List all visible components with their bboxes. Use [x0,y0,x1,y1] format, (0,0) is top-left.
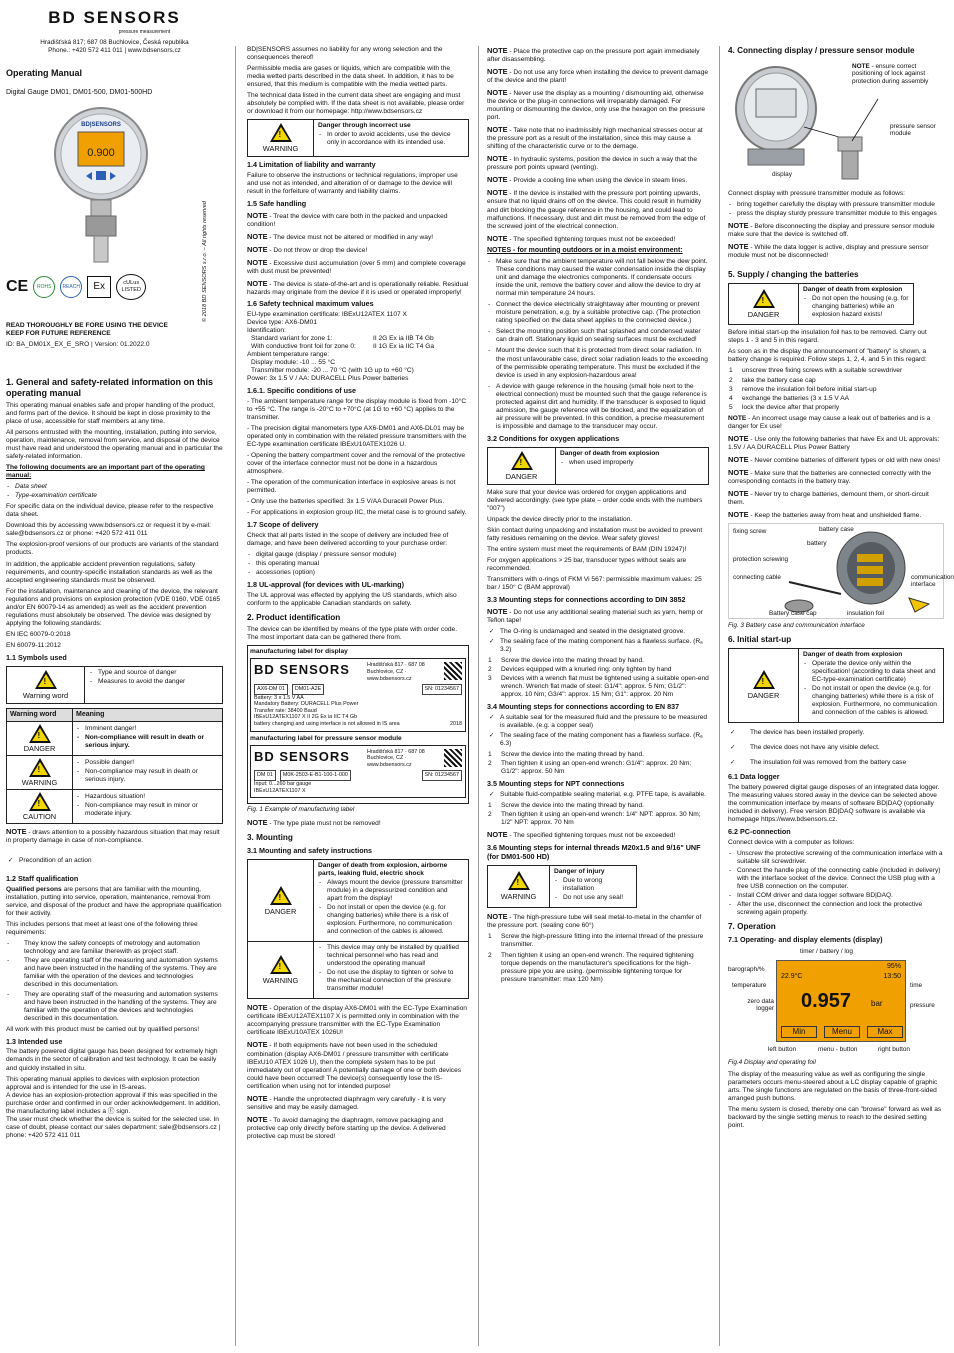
device-photo-svg [46,102,156,270]
standard: EN 60079-11:2012 [6,641,61,649]
column-2: BD|SENSORS assumes no liability for any wrong selection and the consequences thereof! Permissible media are gases or liquids, which are compatible with the media wetted parts described in the data sheet. In addition, it has to be ensured, that this medium is compatible with the media wetted parts. The technical data listed in the current data sheet are engaging and must absolutely be complied with. If the data sheet is not available, please order or download it from our homepage: http://www.bdsensors.cz ! WARNING Danger through incorrect use - In order to avoid accidents, use the device only in accordance with its intended use. 1.4 Limitation of liability and warranty Failure to observe the instructions or technical regulations, improper use and use not as intended, and alteration of or damage to the device will result in the forfeiture of warranty and liability claims. 1.5 Safe handling NOTE - Treat the device with care both in the packed and unpacked condition! NOTE - The device must not be altered or modified in any way! NOTE - Do not throw or drop the device! NOTE - Excessive dust accumulation (over 5 mm) and complete coverage with dust must be prevented! NOTE - The device is state-of-the-art and is operationally reliable. Residual hazards may originate from the device if it is used or operated improperly! 1.6 Safety technical maximum values EU-type examination certificate: IBExU12ATEX 1107 X Device type: AX6-DM01 Identification: Standard variant for zone 1: II 2G Ex ia IIB T4 Gb With conductive front foil for zone 0: II 1G Ex ia IIC T4 Ga Ambient temperature range: Display module: -10 ... 55 °C Transmitter module: -20 ... 70 °C (with 1G up to +60 °C) Power: 3x 1.5 V / AA: DURACELL Plus Power batteries 1.6.1. Specific conditions of use - The ambient temperature range for the display module is fixed from -10°C to +55 °C. The range is -20°C to +70°C (at 1G to +60 °C) applies to the transmitter. - The precision digital manometers type AX6-DM01 and AX6-DL01 may be operated only in combination with the related pressure transmitters with the EC-type examination certificate IBExU10ATEX1026 U. - Opening the battery compartment cover and the removal of the protective cover of the interface connector must not be done in a hazardous atmosphere. - The operation of the communication interface in explosive areas is not permitted. - Only use the batteries specified: 3x 1.5 V/AA Duracell Power Plus. - For applications in explosion group IIC, the metal case is to ground safely. 1.7 Scope of delivery Check that all parts listed in the scope of delivery are included free of damage, and have been delivered according to your purchase order: - digital gauge (display / pressure sensor module) - this operating manual - accessories (option) 1.8 UL-approval (for devices with UL-marking) The UL approval was effected by applying the US standards, which also conform to the applicable Canadian standards on safety. 2. Product identification The device can be identified by means of the type plate with order code. The most important data can be gathered there from. manufacturing label for display BD SENSORS Hradišťská 817 · 687 08 Buchlovice, CZ · www.bdsensors.cz AX6-DM 01 DM01-A2E SN: 01234567 Battery: 3 x 1.5 V AA Mandatory Battery: DURACELL Plus Power Transfer rate: 38400 Baud IBExU12ATEX1107 X II 2G Ex ia IIC T4 Gb battery changing and using interface is not allowed in IS area 2018 manufacturing label for pressure sensor module BD SENSORS Hradišťská 817 · 687 08 Buchlovice, CZ · www.bdsensors.cz DM 01 M0K-2503-E-B1-100-1-000 SN: 01234567 Input: 0...260 bar gauge IBExU12ATEX1107 X Fig. 1 Example of manufacturing label NOTE - The type plate must not be removed! 3. Mounting 3.1 Mounting and safety instructions ! DANGER Danger of death from explosion, airborne parts, leaking fluid, electric shock - Always mount the device (pressure transmitter module) in a depressurized condition and apart from the display! - Do not install or open the device (e.g. for changing batteries) while there is a risk of explosion. Furthermore, no communication and connection of the cables is allowed. ! WARNING - This device may only be installed by qualified technical personnel who has read and understood the operating manual! - Do not use the display to tighten or solve to the mechanical connection of the pressure transmitter module! NOTE - Operation of the display AX6-DM01 with the EC-Type Examination certificate IBExU12ATEX1107 X is permitted only in combination with the accompanying pressure transmitter with the EC-Type Examination certificate IBExU10ATEX 1026U! NOTE - If both equipments have not been used in the scheduled combination (display AX6-DM01 / pressure transmitter with certificate IBExU10 ATEX 1026 U), then the complete system has to be put immediately out of operation! A potentially damage of one or both devices could have been occurred! The device(s) consequently lose the IS-certification when using not for intended purpose! NOTE - Handle the unprotected diaphragm very carefully - it is very sensitive and may be easily damaged. NOTE - To avoid damaging the diaphragm, remove packaging and protective cap only directly before starting up the device. A delivered protective cap must be stored! [247,46,469,1144]
photo-value: 0.900 [87,146,115,159]
section-1-6-1-heading: 1.6.1. Specific conditions of use [247,386,357,396]
max-button[interactable]: Max [867,1026,903,1038]
section-1-7-heading: 1.7 Scope of delivery [247,520,319,530]
danger-triangle-icon: ! [753,670,775,689]
section-3-2-heading: 3.2 Conditions for oxygen applications [487,433,620,443]
section-3-4-heading: 3.4 Mounting steps for connections according to EN 837 [487,702,680,712]
caution-triangle-icon: ! [29,792,51,811]
menu-button[interactable]: Menu [824,1026,860,1038]
label-figure: manufacturing label for display BD SENSORS Hradišťská 817 · 687 08 Buchlovice, CZ · www.bdsensors.cz AX6-DM 01 DM01-A2E SN: 01234567 Battery: 3 x 1.5 V AA Mandatory Battery: DURACELL Plus Power Transfer rate: 38400 Baud IBExU12ATEX1107 X II 2G Ex ia IIC T4 Gb battery changing and using interface is not allowed in IS area 2018 manufacturing label for pressure sensor module BD SENSORS Hradišťská 817 · 687 08 Buchlovice, CZ · www.bdsensors.cz DM 01 M0K-2503-E-B1-100-1-000 SN: 01234567 Input: 0...260 bar gauge IBExU12ATEX1107 X [247,645,469,804]
keep-reference: KEEP FOR FUTURE REFERENCE [6,329,111,337]
qr-code-icon [444,749,462,767]
brand-logo: BD SENSORS [48,8,181,27]
column-3: NOTE - Place the protective cap on the pressure port again immediately after disassembling. NOTE - Do not use any force when installing the device to prevent damage of the device and the plant! NOTE - Never use the display as a mounting / dismounting aid, otherwise the device or the plug-in connections will irreparably damaged. For mounting or dismounting the device, only use the hexagon on the pressure port. NOTE - Take note that no inadmissibly high mechanical stresses occur at the pressure port as a result of the installation, since this may cause a shifting of the characteristic curve or to the demage. NOTE - In hydraulic systems, position the device in such a way that the pressure port points upward (venting). NOTE - Provide a cooling line when using the device in steam lines. NOTE - If the device is installed with the pressure port pointing upwards, ensure that no liquid drains off on the device. This could result in humidity and dirt blocking the gauge reference in the housing, and could lead to malfunctions. If necessary, dust and dirt must be removed from the edge of the screwed joint of the electrical connection. NOTE - The specified tightening torques must not be exceeded! NOTES - for mounting outdoors or in a moist environment: - Make sure that the ambient temperature will not fall below the dew point. These conditions may caused the water condensation inside the display unit and damage the electronics components. If condensate occurs inside the unit, remove the battery cover and allow the device to dry at normal min temperature 24 hours. - Connect the device electrically straightaway after mounting or prevent moisture penetration, e.g. by a suitable protective cap. (The protection rating specified on the data sheet applies to the connected device.) - Select the mounting position such that splashed and condensed water can drain off. Stationary liquid on sealing surfaces must be excluded! - Mount the device such that it is protected from direct solar radiation. In the most unfavourable case, direct solar radiation leads to the exceeding of the permissible operating temperature. This must be excluded if the device is used in any explosion-hazardous area! - A device with gauge reference in the housing (small hole next to the electrical connection) must be mounted such that the gauge reference is protected against dirt and humidity. If the transducer is exposed to liquid admission, the gauge reference will be blocked, and the equalization of air pressure will be prevented. In this condition, a precise measurement is impossible and damage to the transducer may occur. 3.2 Conditions for oxygen applications ! DANGER Danger of death from explosion - when used improperly Make sure that your device was ordered for oxygen applications and delivered accordingly. (see type plate – order code ends with the numbers "007") Unpack the device directly prior to the installation. Skin contact during unpacking and installation must be avoided to prevent fatty residues remaining on the device. Wear safety gloves! The entire system must meet the requirements of BAM (DIN 19247)! For oxygen applications > 25 bar, transducer types without seals are recommended. Transmitters with o-rings of FKM Vi 567: permissible maximum values: 25 bar / 150° C (BAM approval) 3.3 Mounting steps for connections according to DIN 3852 NOTE - Do not use any additional sealing material such as yarn, hemp or Teflon tape! ✓ The O-ring is undamaged and seated in the designated groove. ✓ The sealing face of the mating component has a flawless surface. (Rₐ 3.2) 1 Screw the device into the mating thread by hand. 2 Devices equipped with a knurled ring: only tighten by hand 3 Devices with a wrench flat must be tightened using a suitable open-end wrench. Wrench flat made of steel: G1/4": approx. 5 Nm; G1/2": approx. 10 Nm; G3/4": approx. 15 Nm; G1": approx. 20 Nm 3.4 Mounting steps for connections according to EN 837 ✓ A suitable seal for the measured fluid and the pressure to be measured is available. (e.g. a copper seal) ✓ The sealing face of the mating component has a flawless surface. (Rₐ 6.3) 1 Screw the device into the mating thread by hand. 2 Then tighten it using an open-end wrench: G1/4": approx. 20 Nm; G1/2": approx. 50 Nm 3.5 Mounting steps for NPT connections ✓ Suitable fluid-compatible sealing material, e.g. PTFE tape, is available. 1 Screw the device into the mating thread by hand. 2 Then tighten it using an open-end wrench: 1/4" NPT: approx. 30 Nm; 1/2" NPT: approx. 70 Nm NOTE - The specified tightening torques must not be exceeded! 3.6 Mounting steps for internal threads M20x1.5 and 9/16" UNF (for DM01-500 HD) ! WARNING Danger of injury - Due to wrong installation - Do not use any seal! NOTE - The high-pressure tube will seal metal-to-metal in the chamfer of the pressure port. (sealing cone 60°) 1 Screw the high-pressure fitting into the internal thread of the pressure transmitter. 2 Then tighten it using an open-end wrench. The required tightening torque depends on the manufacturer's specifications for the high-pressure pipe you are using. (permissible tightening torque for pressure transmitter: max 120 Nm) [487,46,709,987]
column-4: 4. Connecting display / pressure sensor module NOTE - ensure correct positioning of lock against protection during assembly display pressure sensor module Connect display with pressure transmitter module as follows: - bring together carefully the display with pressure transmitter module - press the display sturdy pressure transmitter module to this engages NOTE - Before disconnecting the display and pressure sensor module make sure that the device is switched off. NOTE - While the data logger is active, display and pressure sensor module must not be disconnected! 5. Supply / changing the batteries ! DANGER Danger of death from explosion - Do not open the housing (e.g. for changing batteries) while an explosion hazard exists! Before initial start-up the insulation foil has to be removed. Carry out steps 1 - 3 and 5 in this regard. As soon as in the display the announcement of "battery" is shown, a battery change is required. Follow steps 1, 2, 4, and 5 in this regard: 1 unscrew three fixing screws with a suitable screwdriver 2 take the battery case cap 3 remove the insulation foil before initial start-up 4 exchange the batteries (3 x 1.5 V AA 5 lock the device after that properly NOTE - An incorrect usage may cause a leak out of batteries and is a danger for Ex use! NOTE - Use only the following batteries that have Ex and UL approvals: 1.5V / AA DURACELL Plus Power Battery NOTE - Never combine batteries of different types or old with new ones! NOTE - Make sure that the batteries are connected correctly with the corresponding contacts in the battery tray. NOTE - Never try to charge batteries, demount them, or short-circuit them. NOTE - Keep the batteries away from heat and unshielded flame. fixing screw battery case battery protection screwing connecting cable communication interface Battery case cap insulation foil Fig. 3 Battery case and communication interface 6. Initial start-up ! DANGER Danger of death from explosion - Operate the device only within the specification! (according to data sheet and EC-type-examination certificate) - Do not install or open the device (e.g. for changing batteries) while there is a risk of explosion. Furthermore, no communication and connection of the cables is allowed. ✓ The device has been installed properly. ✓ The device does not have any visible defect. ✓ The insulation foil was removed from the battery case 6.1 Data logger The battery powered digital gauge disposes of an integrated data logger. The measuring values stored away in the device can be selected above the communication interface by means of software BD|DAQ (optionally included in delivery). Free version BD|DAQ software is available via homepage https://www.bdsensors.cz. 6.2 PC-connection Connect device with a computer as follows: - Unscrew the protective screwing of the communication interface with a suitable slit screwdriver. - Connect the handle plug of the connecting cable (included in delivery) with the interface socket of the device. Connect the USB plug with a free USB connection on the computer. - Install COM driver and data logger software BD|DAQ. - After the use, disconnect the connection and lock the protective screwing again properly. 7. Operation 7.1 Operating- and display elements (display) timer / battery / log 95% 22.9°C 13:50 0.957 bar Min Menu Max barograph/% temperature zero data logger time pressure left button menu - button right button Fig.4 Display and operating foil The display of the measuring value as well as configuring the single parameters occurs menu-steered about a LC display capable of graphic arts. The single functions are regulated on the basis of three-front-sided arranged push buttons. The menu system is closed, thereby one can "browse" forward as well as backward by the single setting menus to reach to the desired setting point. [728,46,944,1133]
warning-triangle-icon: ! [508,871,530,890]
warning-word-table: Warning word Meaning ! DANGER - Imminent danger! - Non-compliance will result in death or serious injury. ! WARNING - Possible danger! - Non-compliance may result in death or serious injury. ! CAUTION - Hazardous situation! - Non-compliance may result in minor or moderate injury. [6,708,223,825]
table-row: ! CAUTION - Hazardous situation! - Non-compliance may result in minor or moderate injury. [7,790,223,824]
display-figure: timer / battery / log 95% 22.9°C 13:50 0.957 bar Min Menu Max barograph/% temperature zero data logger time pressure left button menu - button right button [728,947,935,1053]
para: All persons entrusted with the mounting, installation, putting into service, operation, maintenance, removal from service, and disposal of the device must have read and understood the operating manual and in particular the safety-related information. [6,429,223,461]
battery-figure: fixing screw battery case battery protection screwing connecting cable communication interface Battery case cap insulation foil [728,523,944,619]
symbol-box: ! Warning word - Type and source of danger - Measures to avoid the danger [6,666,223,704]
section-7-heading: 7. Operation [728,922,776,932]
section-3-heading: 3. Mounting [247,833,293,843]
danger-triangle-icon: ! [29,724,51,743]
connection-figure: NOTE - ensure correct positioning of lock against protection during assembly display pressure sensor module [728,59,944,187]
danger-triangle-icon: ! [270,886,292,905]
lcd-screen: 95% 22.9°C 13:50 0.957 bar Min Menu Max [776,960,906,1042]
moist-list: - Make sure that the ambient temperature will not fall below the dew point. These conditions may caused the water condensation inside the display unit and damage the electronics components. If condensate occurs inside the unit, remove the battery cover and allow the device to dry at normal min temperature 24 hours. - Connect the device electrically straightaway after mounting or prevent moisture penetration, e.g. by a suitable protective cap. (The protection rating specified on the data sheet applies to the connected device.) - Select the mounting position such that splashed and condensed water can drain off. Stationary liquid on sealing surfaces must be excluded! - Mount the device such that it is protected from direct solar radiation. In the most unfavourable case, direct solar radiation leads to the exceeding of the permissible operating temperature. This must be excluded if the device is used in any explosion-hazardous area! - A device with gauge reference in the housing (small hole next to the electrical connection) must be mounted such that the gauge reference is protected against dirt and humidity. If the transducer is exposed to liquid admission, the gauge reference will be blocked, and the equalization of air pressure will be prevented. In this condition, a precise measurement is impossible and damage to the transducer may occur. [487,258,709,431]
para: All work with this product must be carried out by qualified persons! [6,1025,200,1033]
warning-box: ! WARNING Danger through incorrect use - In order to avoid accidents, use the device only in accordance with its intended use. [247,119,469,157]
ul-logo: cULus LISTED [116,274,146,300]
section-2-heading: 2. Product identification [247,613,341,623]
sensor-label: BD SENSORS Hradišťská 817 · 687 08 Buchlovice, CZ · www.bdsensors.cz DM 01 M0K-2503-E-B1-100-1-000 SN: 01234567 Input: 0...260 bar gauge IBExU12ATEX1107 X [250,745,466,799]
para: For the installation, maintenance and cleaning of the device, the relevant regulations and provisions on explosion protection (VDE 0160, VDE 0165 and/or EN 60079-14 as amended) as well as the accident prevention regulations must absolutely be observed. The device was designed by applying the following standards: [6,587,221,627]
ex-logo: Ex [87,276,111,298]
para: This operating manual applies to devices with explosion protection approval and is intended for the use in IS-areas. [6,1075,200,1091]
warning-triangle-icon: ! [35,670,57,689]
para-important-docs: The following documents are an important part of the operating manual: [6,464,205,480]
para: The user must check whether the device is suited for the selected use. In case of doubt, please contact our sales department: sale@bdsensors.cz | phone: +420 572 411 011 [6,1115,221,1139]
danger-box: ! DANGER Danger of death from explosion - when used improperly [487,447,709,485]
danger-triangle-icon: ! [511,451,533,470]
warning-box: ! WARNING - This device may only be installed by qualified technical personnel who has read and understood the operating manual! - Do not use the display to tighten or solve to the mechanical connection of the pressure transmitter module! [247,942,469,999]
section-1-5-heading: 1.5 Safe handling [247,199,307,209]
para: This includes persons that meet at least one of the following three requirements: [6,921,198,937]
standard: EN IEC 60079-0:2018 [6,630,71,638]
danger-box: ! DANGER Danger of death from explosion, airborne parts, leaking fluid, electric shock - Always mount the device (pressure transmitter module) in a depressurized condition and apart from the display! - Do not install or open the device (e.g. for changing batteries) while there is a risk of explosion. Furthermore, no communication and connection of the cables is allowed. [247,859,469,942]
warning-triangle-icon: ! [270,123,292,142]
danger-box: ! DANGER Danger of death from explosion - Operate the device only within the specification! (according to data sheet and EC-type-examination certificate) - Do not install or open the device (e.g. for changing batteries) while there is a risk of explosion. Furthermore, no communication and connection of the cables is allowed. [728,648,944,723]
figure-caption: Fig. 1 Example of manufacturing label [247,806,355,814]
column-divider [719,46,720,1346]
para: Download this by accessing www.bdsensors.cz or request it by e-mail: sale@bdsensors.cz or phone: +420 572 411 011 [6,522,211,538]
battery-figure-svg [729,524,943,620]
brand-address: Hradišťská 817; 687 08 Buchlovice, Česká republika [40,38,189,46]
section-1-1-heading: 1.1 Symbols used [6,652,67,662]
section-6-1-heading: 6.1 Data logger [728,772,780,782]
device-photo [6,102,223,270]
reach-logo: REACH [60,276,82,298]
para: Qualified persons are persons that are familiar with the mounting, installation, putting into service, operation, maintenance, removal from service, and disposal of the product and have the appropriate qualification for their activity. [6,886,222,918]
read-thoroughly: READ THOROUGHLY BE FORE USING THE DEVICE [6,321,168,329]
manual-subtitle: Digital Gauge DM01, DM01-500, DM01-500HD [6,89,153,97]
ce-mark: CE [6,278,29,296]
section-1-2-heading: 1.2 Staff qualification [6,874,79,884]
warning-triangle-icon: ! [270,955,292,974]
section-1-heading: 1. General and safety-related information on this operating manual [6,377,214,399]
photo-brand: BD|SENSORS [81,121,121,128]
para: The battery powered digital gauge has been designed for extremely high demands in the sector of calibration and test technology. It can be easily and quickly installed in situ. [6,1048,218,1072]
column-divider [478,46,479,1346]
warning-word-label: Warning word [22,690,69,700]
column-divider [235,46,236,1346]
list-item: - Type-examination certificate [6,492,223,500]
section-7-1-heading: 7.1 Operating- and display elements (display) [728,935,883,945]
section-1-8-heading: 1.8 UL-approval (for devices with UL-marking) [247,580,404,590]
warning-triangle-icon: ! [29,758,51,777]
section-3-5-heading: 3.5 Mounting steps for NPT connections [487,779,625,789]
section-3-3-heading: 3.3 Mounting steps for connections according to DIN 3852 [487,594,686,604]
document-id: ID: BA_DM01X_EX_E_SRO | Version: 01.2022.0 [6,341,150,349]
para: For specific data on the individual device, please refer to the respective data sheet. [6,503,214,519]
table-row: ! DANGER - Imminent danger! - Non-compliance will result in death or serious injury. [7,722,223,756]
section-1-4-heading: 1.4 Limitation of liability and warranty [247,160,376,170]
section-3-6-heading: 3.6 Mounting steps for internal threads M20x1.5 and 9/16" UNF (for DM01-500 HD) [487,842,701,861]
section-5-heading: 5. Supply / changing the batteries [728,270,859,280]
column-1 [6,0,223,1143]
para: A device has an explosion-protection approval if this was specified in the purchase order and confirmed in our order acknowledgement. In addition, the manufacturing label includes a Ⓔ sign. [6,1091,221,1115]
para: The explosion-proof versions of our products are variants of the standard products. [6,541,219,557]
precondition-item: ✓ Precondition of an action [6,857,223,865]
note: NOTE - draws attention to a possibly hazardous situation that may result in property damage in case of non-compliance. [6,827,220,845]
certification-logos [6,274,223,300]
para: In addition, the applicable accident prevention regulations, safety requirements, and country-specific installation standards as well as the accepted engineering standards must be observed. [6,560,213,584]
qr-code-icon [444,662,462,680]
list-item: - Data sheet [6,483,223,491]
section-6-2-heading: 6.2 PC-connection [728,827,791,837]
brand-tagline: pressure measurement [118,28,171,35]
min-button[interactable]: Min [781,1026,817,1038]
copyright-text: © 2018 BD SENSORS s.r.o. – All rights reserved [202,201,208,322]
danger-box: ! DANGER Danger of death from explosion - Do not open the housing (e.g. for changing batteries) while an explosion hazard exists! [728,283,914,325]
brand-contact: Phone.: +420 572 411 011 | www.bdsensors.cz [48,46,181,54]
section-1-6-heading: 1.6 Safety technical maximum values [247,299,374,309]
display-label: BD SENSORS Hradišťská 817 · 687 08 Buchlovice, CZ · www.bdsensors.cz AX6-DM 01 DM01-A2E SN: 01234567 Battery: 3 x 1.5 V AA Mandatory Battery: DURACELL Plus Power Transfer rate: 38400 Baud IBExU12ATEX1107 X II 2G Ex ia IIC T4 Gb battery changing and using interface is not allowed in IS area 2018 [250,658,466,731]
section-1-3-heading: 1.3 Intended use [6,1036,63,1046]
warning-box: ! WARNING Danger of injury - Due to wrong installation - Do not use any seal! [487,865,637,908]
requirements-list: - They know the safety concepts of metrology and automation technology and are familiar therewith as project staff. - They are operating staff of the measuring and automation systems and have been instructed in the handling of the systems. They are familiar with the operation of the devices and technologies described in this documentation. - They are operating staff of the measuring and automation systems and have been instructed in the handling of the systems. They are familiar with the operation of the devices and technologies described in this documentation. [6,940,223,1022]
section-6-heading: 6. Initial start-up [728,634,792,644]
table-row: ! WARNING - Possible danger! - Non-compliance may result in death or serious injury. [7,756,223,790]
section-4-heading: 4. Connecting display / pressure sensor module [728,46,915,55]
rohs-logo: ROHS [33,276,55,298]
danger-triangle-icon: ! [753,289,775,308]
manual-title: Operating Manual [6,68,83,79]
header-brand [6,8,223,54]
copyright-vertical [202,201,212,322]
para: This operating manual enables safe and proper handling of the product, and forms part of the device. It should be kept in close proximity to the place of use, accessible for staff members at any time. [6,401,215,426]
section-3-1-heading: 3.1 Mounting and safety instructions [247,846,372,856]
docs-list [6,483,223,500]
